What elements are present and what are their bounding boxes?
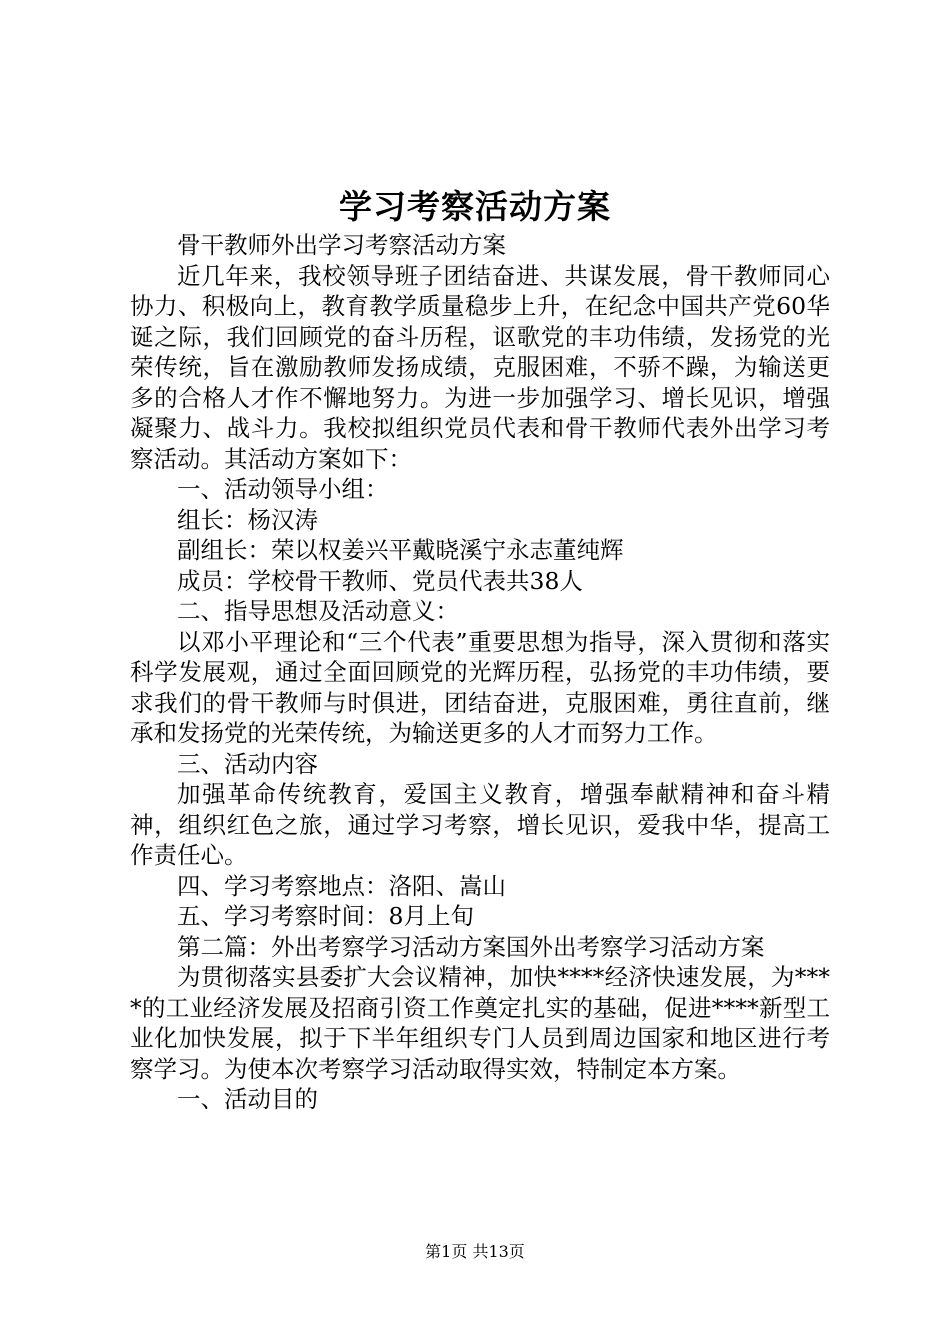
paragraph-time: 五、学习考察时间：8月上旬 (177, 902, 474, 930)
paragraph-subtitle: 骨干教师外出学习考察活动方案 (177, 231, 506, 259)
paragraph-leader: 组长：杨汉涛 (177, 505, 318, 534)
paragraph-deputy-leaders: 副组长：荣以权姜兴平戴晓溪宁永志董纯辉 (177, 536, 624, 564)
section-heading-purpose: 一、活动目的 (177, 1085, 318, 1113)
paragraph-second-article-intro: 为贯彻落实县委扩大会议精神，加快****经济快速发展，为****的工业经济发展及招商引资工作奠定扎实的基础，促进****新型工业化加快发展，拟于下半年组织专门人员到周边国家和地区进行考察学习。为使本次考察学习活动取得实效，特制定本方案。 (130, 963, 830, 1083)
paragraph-intro: 近几年来，我校领导班子团结奋进、共谋发展，骨干教师同心协力、积极向上，教育教学质量稳步上升，在纪念中国共产党60华诞之际，我们回顾党的奋斗历程，讴歌党的丰功伟绩，发扬党的光荣传统，旨在激励教师发扬成绩，克服困难，不骄不躁，为输送更多的合格人才作不懈地努力。为进一步加强学习、增长见识，增强凝聚力、战斗力。我校拟组织党员代表和骨干教师代表外出学习考察活动。其活动方案如下： (130, 261, 830, 473)
paragraph-content: 加强革命传统教育，爱国主义教育，增强奉献精神和奋斗精神，组织红色之旅，通过学习考察，增长见识，爱我中华，提高工作责任心。 (130, 780, 830, 869)
page-number-footer: 第1页 共13页 (425, 1242, 525, 1261)
document-body (130, 230, 830, 1115)
document-title: 学习考察活动方案 (339, 187, 611, 226)
paragraph-guiding-thought: 以邓小平理论和“三个代表”重要思想为指导，深入贯彻和落实科学发展观，通过全面回顾党的光辉历程，弘扬党的丰功伟绩，要求我们的骨干教师与时俱进，团结奋进，克服困难，勇往直前，继承和发扬党的光荣传统，为输送更多的人才而努力工作。 (130, 627, 830, 747)
paragraph-members: 成员：学校骨干教师、党员代表共38人 (177, 566, 583, 595)
paragraph-second-article-heading: 第二篇：外出考察学习活动方案国外出考察学习活动方案 (177, 932, 765, 961)
section-heading-guiding-thought: 二、指导思想及活动意义： (177, 597, 459, 625)
section-heading-content: 三、活动内容 (177, 749, 318, 778)
section-heading-leadership: 一、活动领导小组： (177, 475, 389, 503)
paragraph-location: 四、学习考察地点：洛阳、嵩山 (177, 871, 506, 900)
